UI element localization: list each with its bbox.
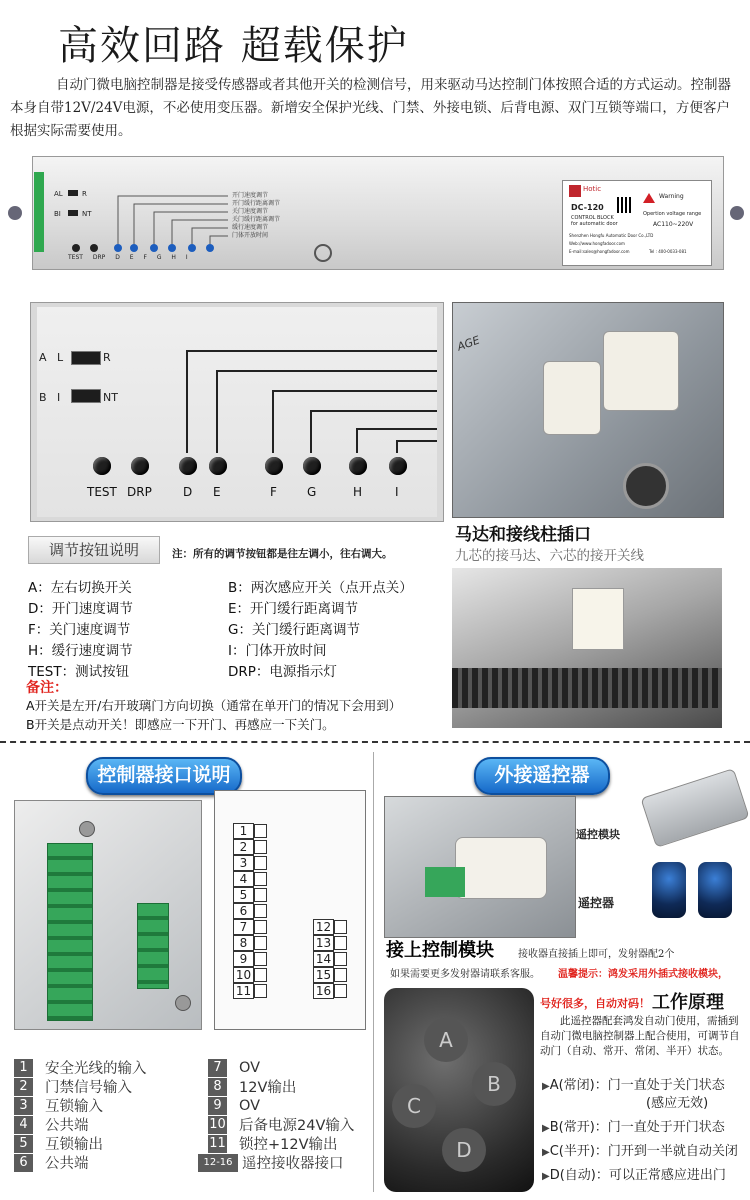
h-label: H — [353, 485, 363, 499]
port-board-photo — [14, 800, 202, 1030]
brand-logo-icon — [569, 185, 581, 197]
terminal-slot — [334, 952, 347, 966]
guide-item: D：开门速度调节 — [28, 601, 133, 617]
company-name: Shenzhen Hongfu Automatic Door Co.,LTD — [569, 233, 654, 238]
callout-item: 关门速度调节 — [232, 208, 269, 215]
guide-item: E：开门缓行距离调节 — [228, 601, 359, 617]
voltage-range: AC110~220V — [653, 221, 694, 228]
guide-item: DRP：电源指示灯 — [228, 664, 337, 680]
key-fob-icon — [652, 862, 686, 918]
terminal-number: 13 — [313, 935, 334, 951]
terminal-number: 7 — [233, 919, 254, 935]
remark-title: 备注： — [26, 680, 68, 696]
knob-h — [188, 244, 196, 252]
terminal-column-left — [233, 823, 267, 999]
terminal-number: 8 — [233, 935, 254, 951]
model-sub2: for automatic door — [571, 221, 618, 227]
terminal-slot — [254, 904, 267, 918]
terminal-slot — [254, 920, 267, 934]
remark-item: B开关是点动开关！即感应一下开门、再感应一下关门。 — [26, 717, 335, 732]
plug-connector — [572, 588, 624, 650]
terminal-slot — [254, 936, 267, 950]
belt-track — [452, 668, 722, 708]
terminal-number: 10 — [233, 967, 254, 983]
guide-item: TEST：测试按钮 — [28, 664, 130, 680]
knob-i — [389, 457, 407, 475]
module-label: 遥控模块 — [576, 828, 620, 841]
legend-label: OV — [239, 1059, 261, 1076]
connector-subtitle: 九芯的接马达、六芯的接开关线 — [455, 548, 644, 564]
switch-b-left: B — [39, 391, 47, 404]
screw-icon — [314, 244, 332, 262]
knob-f — [150, 244, 158, 252]
guide-item: H：缓行速度调节 — [28, 643, 133, 659]
legend-label: 互锁输出 — [45, 1137, 103, 1153]
warning-label: Warning — [659, 193, 684, 200]
module-photo — [384, 796, 576, 938]
remark-item: A开关是左开/右开玻璃门方向切换（通常在单开门的情况下会用到） — [26, 698, 402, 713]
remote-fob-photo — [384, 988, 534, 1192]
legend-label: OV — [239, 1097, 261, 1114]
legend-label: 锁控+12V输出 — [239, 1137, 338, 1153]
callout-item: 开门速度调节 — [232, 192, 269, 199]
switch-b-nt: NT — [103, 391, 118, 404]
arrow-icon: ▶ — [542, 1171, 550, 1182]
terminal-number: 4 — [233, 871, 254, 887]
legend-number: 5 — [14, 1135, 33, 1153]
port-legend-left — [14, 1058, 147, 1172]
key-fob-icon — [698, 862, 732, 918]
d-label: D — [183, 485, 193, 499]
legend-number: 8 — [208, 1078, 227, 1096]
motor-shaft — [623, 463, 669, 509]
switch-b-right-label: NT — [82, 210, 92, 218]
terminal-slot — [254, 984, 267, 998]
terminal-number: 14 — [313, 951, 334, 967]
knob-d — [114, 244, 122, 252]
terminal-slot — [334, 984, 347, 998]
green-terminal-block — [425, 867, 465, 897]
terminal-slot — [254, 856, 267, 870]
test-button — [93, 457, 111, 475]
terminal-slot — [334, 968, 347, 982]
terminal-number: 15 — [313, 967, 334, 983]
switch-a-left: A — [39, 351, 47, 364]
terminal-slot — [334, 936, 347, 950]
legend-label: 互锁输入 — [45, 1099, 103, 1115]
switch-a-label: AL — [54, 190, 63, 198]
small-button-labels: TEST DRP D E F G H I — [68, 254, 188, 261]
arrow-icon: ▶ — [542, 1123, 550, 1134]
terminal-slot — [254, 952, 267, 966]
model-name: DC-120 — [571, 203, 604, 212]
guide-note: 注：所有的调节按钮都是往左调小，往右调大。 — [172, 548, 393, 560]
company-email: E-mail:sales@hongfadoor.com — [569, 249, 630, 254]
terminal-column-right — [313, 919, 347, 999]
g-label: G — [307, 485, 317, 499]
terminal-strip-right — [137, 903, 169, 989]
legend-number: 3 — [14, 1097, 33, 1115]
product-label — [562, 180, 712, 266]
guide-item: A：左右切换开关 — [28, 580, 132, 596]
knob-e — [209, 457, 227, 475]
switch-b-label: BI — [54, 210, 61, 218]
switch-a-r: R — [103, 351, 111, 364]
legend-label: 遥控接收器接口 — [242, 1156, 344, 1172]
e-label: E — [213, 485, 221, 499]
section-divider — [0, 741, 750, 743]
terminal-number: 12 — [313, 919, 334, 935]
receiver-module-icon — [640, 768, 749, 848]
port-legend-right — [198, 1058, 354, 1172]
legend-number: 11 — [209, 1135, 226, 1151]
receiver-module — [455, 837, 547, 899]
terminal-number: 2 — [233, 839, 254, 855]
terminal-slot — [254, 840, 267, 854]
qr-code-icon — [617, 197, 633, 213]
mode-item: A(常闭)：门一直处于关门状态 — [549, 1078, 725, 1093]
column-divider — [373, 752, 374, 1192]
legend-label: 公共端 — [45, 1156, 89, 1172]
callout-item: 门体开放时间 — [232, 232, 269, 239]
warm-tip: 温馨提示：鸿发采用外插式接收模块， — [558, 969, 728, 980]
arrow-icon: ▶ — [542, 1147, 550, 1158]
legend-label: 后备电源24V输入 — [239, 1118, 355, 1134]
legend-label: 门禁信号输入 — [45, 1080, 132, 1096]
legend-label: 公共端 — [45, 1118, 89, 1134]
screw-icon — [175, 995, 191, 1011]
connector-title: 马达和接线柱插口 — [455, 525, 591, 545]
terminal-strip-left — [47, 843, 93, 1021]
controller-photo — [6, 152, 746, 274]
principle-title: 工作原理 — [652, 992, 724, 1013]
guide-list-right — [228, 578, 413, 683]
six-pin-plug — [543, 361, 601, 435]
fob-button-b: B — [472, 1062, 516, 1106]
zoomed-panel-face — [37, 307, 437, 517]
guide-tag: 调节按钮说明 — [28, 536, 160, 564]
legend-label: 安全光线的输入 — [45, 1061, 147, 1077]
test-label: TEST — [87, 485, 117, 499]
intro-paragraph: 自动门微电脑控制器是接受传感器或者其他开关的检测信号，用来驱动马达控制门体按照合适的方式运动。控制器本身自带12V/24V电源，不必使用变压器。新增安全保护光线、门禁、外接电锁、后背电源、双门互锁等端口，方便客户根据实际需要使用。 — [10, 77, 731, 139]
fob-button-c: C — [392, 1084, 436, 1128]
terminal-slot — [334, 920, 347, 934]
test-button — [72, 244, 80, 252]
remote-banner: 外接遥控器 — [474, 757, 610, 795]
connector-photo — [452, 302, 724, 518]
principle-body: 此遥控器配套鸿发自动门使用，需插到自动门微电脑控制器上配合使用，可调节自动门（自动、常开、常闭、半开）状态。 — [540, 1015, 740, 1057]
drp-label: DRP — [127, 485, 152, 499]
legend-number: 1 — [14, 1059, 33, 1077]
knob-h — [349, 457, 367, 475]
wiring-photo — [452, 568, 722, 728]
brand-name: Hotic — [583, 185, 602, 193]
knob-i — [206, 244, 214, 252]
legend-label: 12V输出 — [239, 1080, 297, 1096]
terminal-slot — [254, 968, 267, 982]
screw-icon — [79, 821, 95, 837]
terminal-slot — [254, 888, 267, 902]
switch-a-l: L — [57, 351, 64, 364]
callout-item: 开门缓行距离调节 — [232, 200, 281, 207]
switch-b-i: I — [57, 391, 61, 404]
legend-number: 9 — [208, 1097, 227, 1115]
legend-number: 12-16 — [198, 1154, 238, 1172]
terminal-slot — [254, 824, 267, 838]
legend-number: 6 — [14, 1154, 33, 1172]
knob-g — [303, 457, 321, 475]
guide-item: F：关门速度调节 — [28, 622, 131, 638]
mode-item: B(常开)：门一直处于开门状态 — [549, 1120, 725, 1135]
mode-item: D(自动)：可以正常感应进出门 — [549, 1168, 726, 1183]
guide-list-left — [28, 578, 133, 683]
voltage-range-label: Opertion voltage range — [643, 211, 702, 217]
mode-list — [542, 1074, 738, 1188]
terminal-number: 1 — [233, 823, 254, 839]
company-tel: Tel : 400-0033-081 — [649, 249, 687, 254]
ports-banner: 控制器接口说明 — [86, 757, 242, 795]
terminal-number: 6 — [233, 903, 254, 919]
terminal-diagram — [214, 790, 366, 1030]
company-web: Web://www.hongfadoor.com — [569, 241, 625, 246]
label-stamp: AGE — [455, 333, 482, 354]
knob-f — [265, 457, 283, 475]
zoomed-panel-photo — [30, 302, 444, 522]
terminal-number: 11 — [233, 983, 254, 999]
model-sub: CONTROL BLOCK — [571, 215, 614, 221]
callout-list — [232, 192, 280, 240]
contact-line: 如果需要更多发射器请联系客服。 — [390, 969, 540, 980]
arrow-icon: ▶ — [542, 1081, 550, 1092]
i-label: I — [395, 485, 399, 499]
guide-item: B：两次感应开关（点开点关） — [228, 580, 413, 596]
switch-a-right-label: R — [82, 190, 87, 198]
knob-d — [179, 457, 197, 475]
legend-number: 2 — [14, 1078, 33, 1096]
terminal-number: 9 — [233, 951, 254, 967]
nine-pin-plug — [603, 331, 679, 411]
knob-e — [130, 244, 138, 252]
warning-icon — [643, 193, 655, 203]
guide-item: I：门体开放时间 — [228, 643, 327, 659]
fob-button-a: A — [424, 1018, 468, 1062]
terminal-number: 16 — [313, 983, 334, 999]
legend-number: 7 — [208, 1059, 227, 1077]
callout-item: 关门缓行距离调节 — [232, 216, 281, 223]
slogan: 号好很多，自动对码！ — [540, 997, 650, 1010]
legend-number: 4 — [14, 1116, 33, 1134]
guide-item: G：关门缓行距离调节 — [228, 622, 360, 638]
fob-button-d: D — [442, 1128, 486, 1172]
callout-item: 缓行速度调节 — [232, 224, 269, 231]
knob-g — [168, 244, 176, 252]
remote-label: 遥控器 — [578, 896, 615, 910]
connect-subtitle: 接收器直接插上即可，发射器配2个 — [518, 949, 675, 960]
f-label: F — [270, 485, 277, 499]
remark-list — [26, 696, 401, 734]
drp-indicator — [90, 244, 98, 252]
legend-number: 10 — [209, 1116, 226, 1132]
terminal-number: 3 — [233, 855, 254, 871]
mode-item: C(半开)：门开到一半就自动关闭 — [549, 1144, 738, 1159]
drp-indicator — [131, 457, 149, 475]
connect-title: 接上控制模块 — [386, 940, 494, 961]
page-title: 高效回路 超载保护 — [58, 23, 409, 69]
terminal-slot — [254, 872, 267, 886]
mode-note: (感应无效) — [646, 1096, 709, 1111]
terminal-number: 5 — [233, 887, 254, 903]
